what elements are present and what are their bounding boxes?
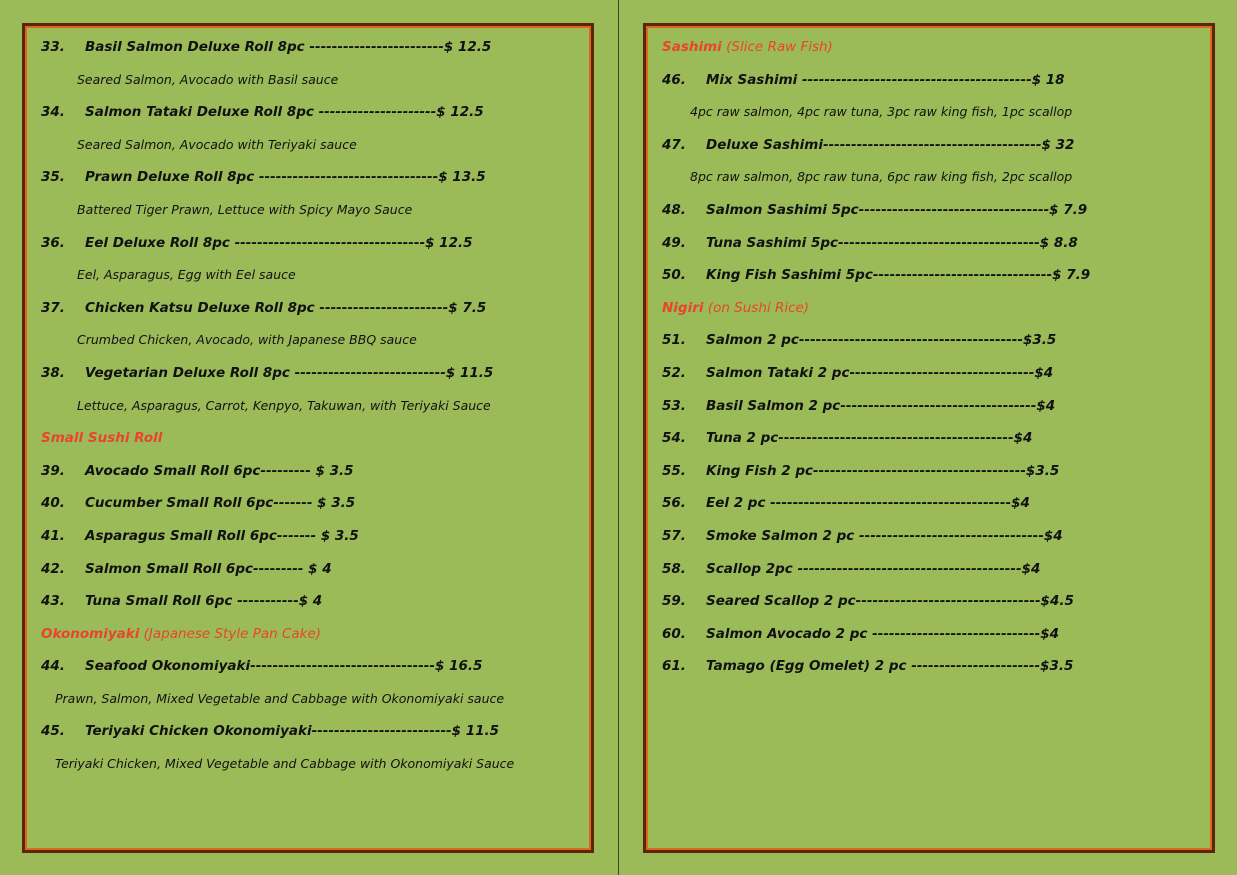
menu-item bbox=[646, 390, 1212, 423]
item-number: 42. bbox=[41, 560, 65, 577]
item-number: 44. bbox=[41, 658, 65, 675]
item-name-price: Salmon Avocado 2 pc ------------------------------$4 bbox=[706, 625, 1059, 642]
item-name-price: Smoke Salmon 2 pc ---------------------------------$4 bbox=[706, 527, 1063, 544]
page-divider bbox=[618, 0, 619, 875]
item-number: 47. bbox=[662, 136, 686, 153]
item-name-price: Tuna Sashimi 5pc------------------------------------$ 8.8 bbox=[706, 234, 1078, 251]
section-title: Sashimi bbox=[662, 39, 722, 55]
menu-page-right bbox=[643, 23, 1215, 853]
item-name-price: Tamago (Egg Omelet) 2 pc -----------------------$3.5 bbox=[706, 658, 1074, 675]
item-name-price: Salmon Tataki 2 pc---------------------------------$4 bbox=[706, 364, 1054, 381]
menu-item bbox=[646, 357, 1212, 390]
item-name-price: Salmon Sashimi 5pc----------------------------------$ 7.9 bbox=[706, 201, 1088, 218]
item-description: 4pc raw salmon, 4pc raw tuna, 3pc raw king fish, 1pc scallop bbox=[690, 104, 1073, 120]
item-description: Teriyaki Chicken, Mixed Vegetable and Cabbage with Okonomiyaki Sauce bbox=[55, 756, 515, 772]
item-name-price: Teriyaki Chicken Okonomiyaki-------------------------$ 11.5 bbox=[85, 723, 500, 740]
menu-item bbox=[25, 520, 591, 553]
section-subtitle: (Japanese Style Pan Cake) bbox=[139, 625, 322, 642]
section-title: Okonomiyaki bbox=[41, 625, 140, 642]
menu-item bbox=[646, 618, 1212, 651]
item-description: 8pc raw salmon, 8pc raw tuna, 6pc raw king fish, 2pc scallop bbox=[690, 169, 1073, 185]
item-name-price: Mix Sashimi -----------------------------------------$ 18 bbox=[706, 71, 1065, 88]
menu-item bbox=[25, 715, 591, 748]
item-description: Lettuce, Asparagus, Carrot, Kenpyo, Takuwan, with Teriyaki Sauce bbox=[77, 397, 491, 413]
item-name-price: Cucumber Small Roll 6pc------- $ 3.5 bbox=[85, 495, 356, 512]
menu-page-left bbox=[22, 23, 594, 853]
item-number: 48. bbox=[662, 201, 686, 218]
section-heading bbox=[646, 292, 1212, 325]
menu-item bbox=[25, 585, 591, 618]
item-number: 49. bbox=[662, 234, 686, 251]
item-name-price: Eel Deluxe Roll 8pc ----------------------------------$ 12.5 bbox=[85, 234, 473, 251]
item-description: Seared Salmon, Avocado with Teriyaki sauce bbox=[77, 136, 357, 152]
menu-item bbox=[25, 650, 591, 683]
item-name-price: Tuna Small Roll 6pc -----------$ 4 bbox=[85, 593, 323, 610]
item-number: 45. bbox=[41, 723, 65, 740]
item-description: Crumbed Chicken, Avocado, with Japanese BBQ sauce bbox=[77, 332, 417, 348]
menu-item bbox=[646, 650, 1212, 683]
item-number: 37. bbox=[41, 299, 65, 316]
section-heading bbox=[646, 31, 1212, 64]
menu-item bbox=[646, 585, 1212, 618]
item-name-price: Basil Salmon 2 pc-----------------------------------$4 bbox=[706, 397, 1056, 414]
item-number: 52. bbox=[662, 364, 686, 381]
item-description: Battered Tiger Prawn, Lettuce with Spicy Mayo Sauce bbox=[77, 201, 413, 217]
item-description: Eel, Asparagus, Egg with Eel sauce bbox=[77, 267, 296, 283]
item-number: 55. bbox=[662, 462, 686, 479]
menu-item bbox=[646, 520, 1212, 553]
menu-item bbox=[646, 455, 1212, 488]
item-number: 34. bbox=[41, 104, 65, 121]
item-name-price: Eel 2 pc -------------------------------------------$4 bbox=[706, 495, 1030, 512]
menu-item bbox=[25, 487, 591, 520]
menu-item bbox=[25, 227, 591, 260]
menu-item bbox=[25, 357, 591, 390]
menu-item bbox=[25, 292, 591, 325]
menu-item bbox=[25, 96, 591, 129]
menu-item bbox=[646, 194, 1212, 227]
menu-item bbox=[646, 422, 1212, 455]
menu-item bbox=[646, 324, 1212, 357]
item-number: 51. bbox=[662, 332, 686, 349]
item-number: 58. bbox=[662, 560, 686, 577]
menu-item bbox=[25, 553, 591, 586]
section-title: Small Sushi Roll bbox=[41, 430, 163, 447]
item-number: 43. bbox=[41, 593, 65, 610]
item-name-price: Vegetarian Deluxe Roll 8pc ---------------------------$ 11.5 bbox=[85, 364, 494, 381]
item-number: 40. bbox=[41, 495, 65, 512]
item-number: 33. bbox=[41, 39, 65, 55]
menu-item bbox=[25, 455, 591, 488]
menu-item bbox=[646, 553, 1212, 586]
menu-item bbox=[25, 31, 591, 64]
section-subtitle: (on Sushi Rice) bbox=[703, 299, 810, 316]
item-name-price: Seared Scallop 2 pc---------------------------------$4.5 bbox=[706, 593, 1074, 610]
menu-item bbox=[646, 259, 1212, 292]
menu-item bbox=[646, 487, 1212, 520]
item-description: Prawn, Salmon, Mixed Vegetable and Cabbage with Okonomiyaki sauce bbox=[55, 690, 505, 706]
item-name-price: Seafood Okonomiyaki---------------------------------$ 16.5 bbox=[85, 658, 483, 675]
item-number: 35. bbox=[41, 169, 65, 186]
item-name-price: Tuna 2 pc------------------------------------------$4 bbox=[706, 430, 1033, 447]
menu-item bbox=[25, 161, 591, 194]
menu-item bbox=[646, 227, 1212, 260]
item-name-price: Deluxe Sashimi---------------------------------------$ 32 bbox=[706, 136, 1075, 153]
item-name-price: Basil Salmon Deluxe Roll 8pc ------------------------$ 12.5 bbox=[85, 39, 492, 55]
item-number: 46. bbox=[662, 71, 686, 88]
item-number: 50. bbox=[662, 267, 686, 284]
item-number: 56. bbox=[662, 495, 686, 512]
item-name-price: King Fish Sashimi 5pc--------------------------------$ 7.9 bbox=[706, 267, 1091, 284]
item-number: 61. bbox=[662, 658, 686, 675]
item-description: Seared Salmon, Avocado with Basil sauce bbox=[77, 71, 339, 87]
item-number: 39. bbox=[41, 462, 65, 479]
item-name-price: Scallop 2pc ----------------------------------------$4 bbox=[706, 560, 1041, 577]
item-name-price: Prawn Deluxe Roll 8pc --------------------------------$ 13.5 bbox=[85, 169, 486, 186]
item-name-price: Salmon 2 pc----------------------------------------$3.5 bbox=[706, 332, 1057, 349]
item-number: 41. bbox=[41, 527, 65, 544]
item-name-price: King Fish 2 pc--------------------------------------$3.5 bbox=[706, 462, 1060, 479]
item-number: 53. bbox=[662, 397, 686, 414]
menu-rows-left bbox=[25, 31, 591, 781]
section-heading bbox=[25, 618, 591, 651]
menu-rows-right bbox=[646, 31, 1212, 683]
item-name-price: Chicken Katsu Deluxe Roll 8pc -----------------------$ 7.5 bbox=[85, 299, 487, 316]
section-title: Nigiri bbox=[662, 299, 704, 316]
item-number: 54. bbox=[662, 430, 686, 447]
menu-item bbox=[646, 64, 1212, 97]
menu-item bbox=[646, 129, 1212, 162]
item-number: 38. bbox=[41, 364, 65, 381]
item-name-price: Avocado Small Roll 6pc--------- $ 3.5 bbox=[85, 462, 354, 479]
item-number: 57. bbox=[662, 527, 686, 544]
section-heading bbox=[25, 422, 591, 455]
item-name-price: Salmon Small Roll 6pc--------- $ 4 bbox=[85, 560, 332, 577]
section-subtitle: (Slice Raw Fish) bbox=[721, 39, 833, 55]
item-number: 36. bbox=[41, 234, 65, 251]
item-number: 59. bbox=[662, 593, 686, 610]
item-number: 60. bbox=[662, 625, 686, 642]
item-name-price: Asparagus Small Roll 6pc------- $ 3.5 bbox=[85, 527, 359, 544]
item-name-price: Salmon Tataki Deluxe Roll 8pc ---------------------$ 12.5 bbox=[85, 104, 484, 121]
